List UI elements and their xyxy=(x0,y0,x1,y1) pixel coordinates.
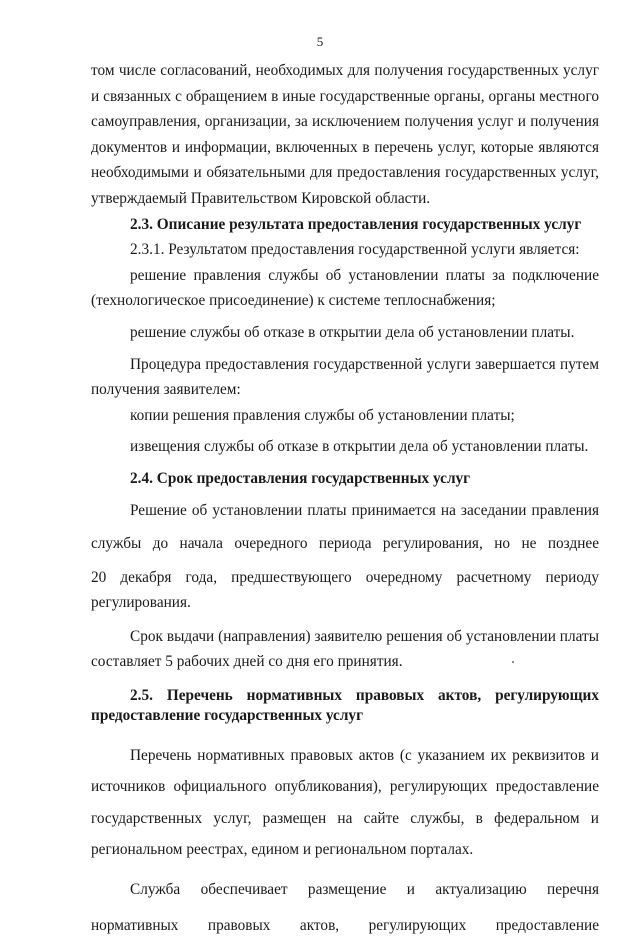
text-line: 20 декабря года, предшествующего очередному расчетному периоду xyxy=(91,568,599,586)
text-line: Служба обеспечивает размещение и актуализацию перечня xyxy=(130,881,599,899)
term-paragraph-1 xyxy=(91,498,599,616)
acts-paragraph-1 xyxy=(91,743,599,863)
text-line: составляет 5 рабочих дней со дня его принятия. xyxy=(91,653,403,671)
text-line: Решение об установлении платы принимается на заседании правления xyxy=(130,501,599,519)
text-line: том числе согласований, необходимых для получения государственных услуг xyxy=(91,62,599,79)
text-line: Срок выдачи (направления) заявителю решения об установлении платы xyxy=(130,627,599,645)
page-number: 5 xyxy=(316,34,324,49)
section-heading-2-5-line-1: 2.5. Перечень нормативных правовых актов, регулирующих xyxy=(130,687,599,705)
text-line: необходимыми и обязательными для предоставления государственных услуг, xyxy=(91,164,599,182)
text-line: региональном реестрах, едином и региональном порталах. xyxy=(91,841,474,859)
procedure-line-1: Процедура предоставления государственной услуги завершается путем xyxy=(130,355,599,373)
section-heading-2-5-line-2: предоставление государственных услуг xyxy=(91,706,364,724)
text-line: источников официального опубликования), регулирующих предоставление xyxy=(91,778,599,796)
text-line: документов и информации, включенных в перечень услуг, которые являются xyxy=(91,138,599,156)
document-body xyxy=(91,58,599,938)
intro-paragraph xyxy=(91,58,599,212)
section-heading-2-3: 2.3. Описание результата предоставления государственных услуг xyxy=(130,215,582,233)
text-line: службы до начала очередного периода регулирования, но не позднее xyxy=(91,535,599,553)
procedure-item-2: извещения службы об отказе в открытии дела об установлении платы. xyxy=(130,438,589,456)
result-item-2: решение службы об отказе в открытии дела об установлении платы. xyxy=(130,323,575,341)
subsection-2-3-1: 2.3.1. Результатом предоставления государственной услуги является: xyxy=(130,241,580,259)
term-paragraph-2 xyxy=(91,624,599,675)
procedure-item-1: копии решения правления службы об установлении платы; xyxy=(130,406,515,424)
text-line: нормативных правовых актов, регулирующих предоставление xyxy=(91,916,599,934)
text-line: и связанных с обращением в иные государственные органы, органы местного xyxy=(91,87,599,105)
procedure-line-2: получения заявителем: xyxy=(91,381,241,399)
result-item-1-line-2: (технологическое присоединение) к системе теплоснабжения; xyxy=(91,292,496,310)
text-line: самоуправления, организации, за исключением получения услуг и получения xyxy=(91,113,599,131)
text-line: государственных услуг, размещен на сайте службы, в федеральном и xyxy=(91,809,599,827)
text-line: регулирования. xyxy=(91,594,191,612)
section-heading-2-4: 2.4. Срок предоставления государственных услуг xyxy=(130,469,471,487)
text-line: утверждаемый Правительством Кировской области. xyxy=(91,189,431,207)
result-item-1-line-1: решение правления службы об установлении платы за подключение xyxy=(130,266,599,284)
acts-paragraph-2 xyxy=(91,877,599,938)
text-line: Перечень нормативных правовых актов (с указанием их реквизитов и xyxy=(130,746,599,764)
scan-speck xyxy=(512,661,514,663)
